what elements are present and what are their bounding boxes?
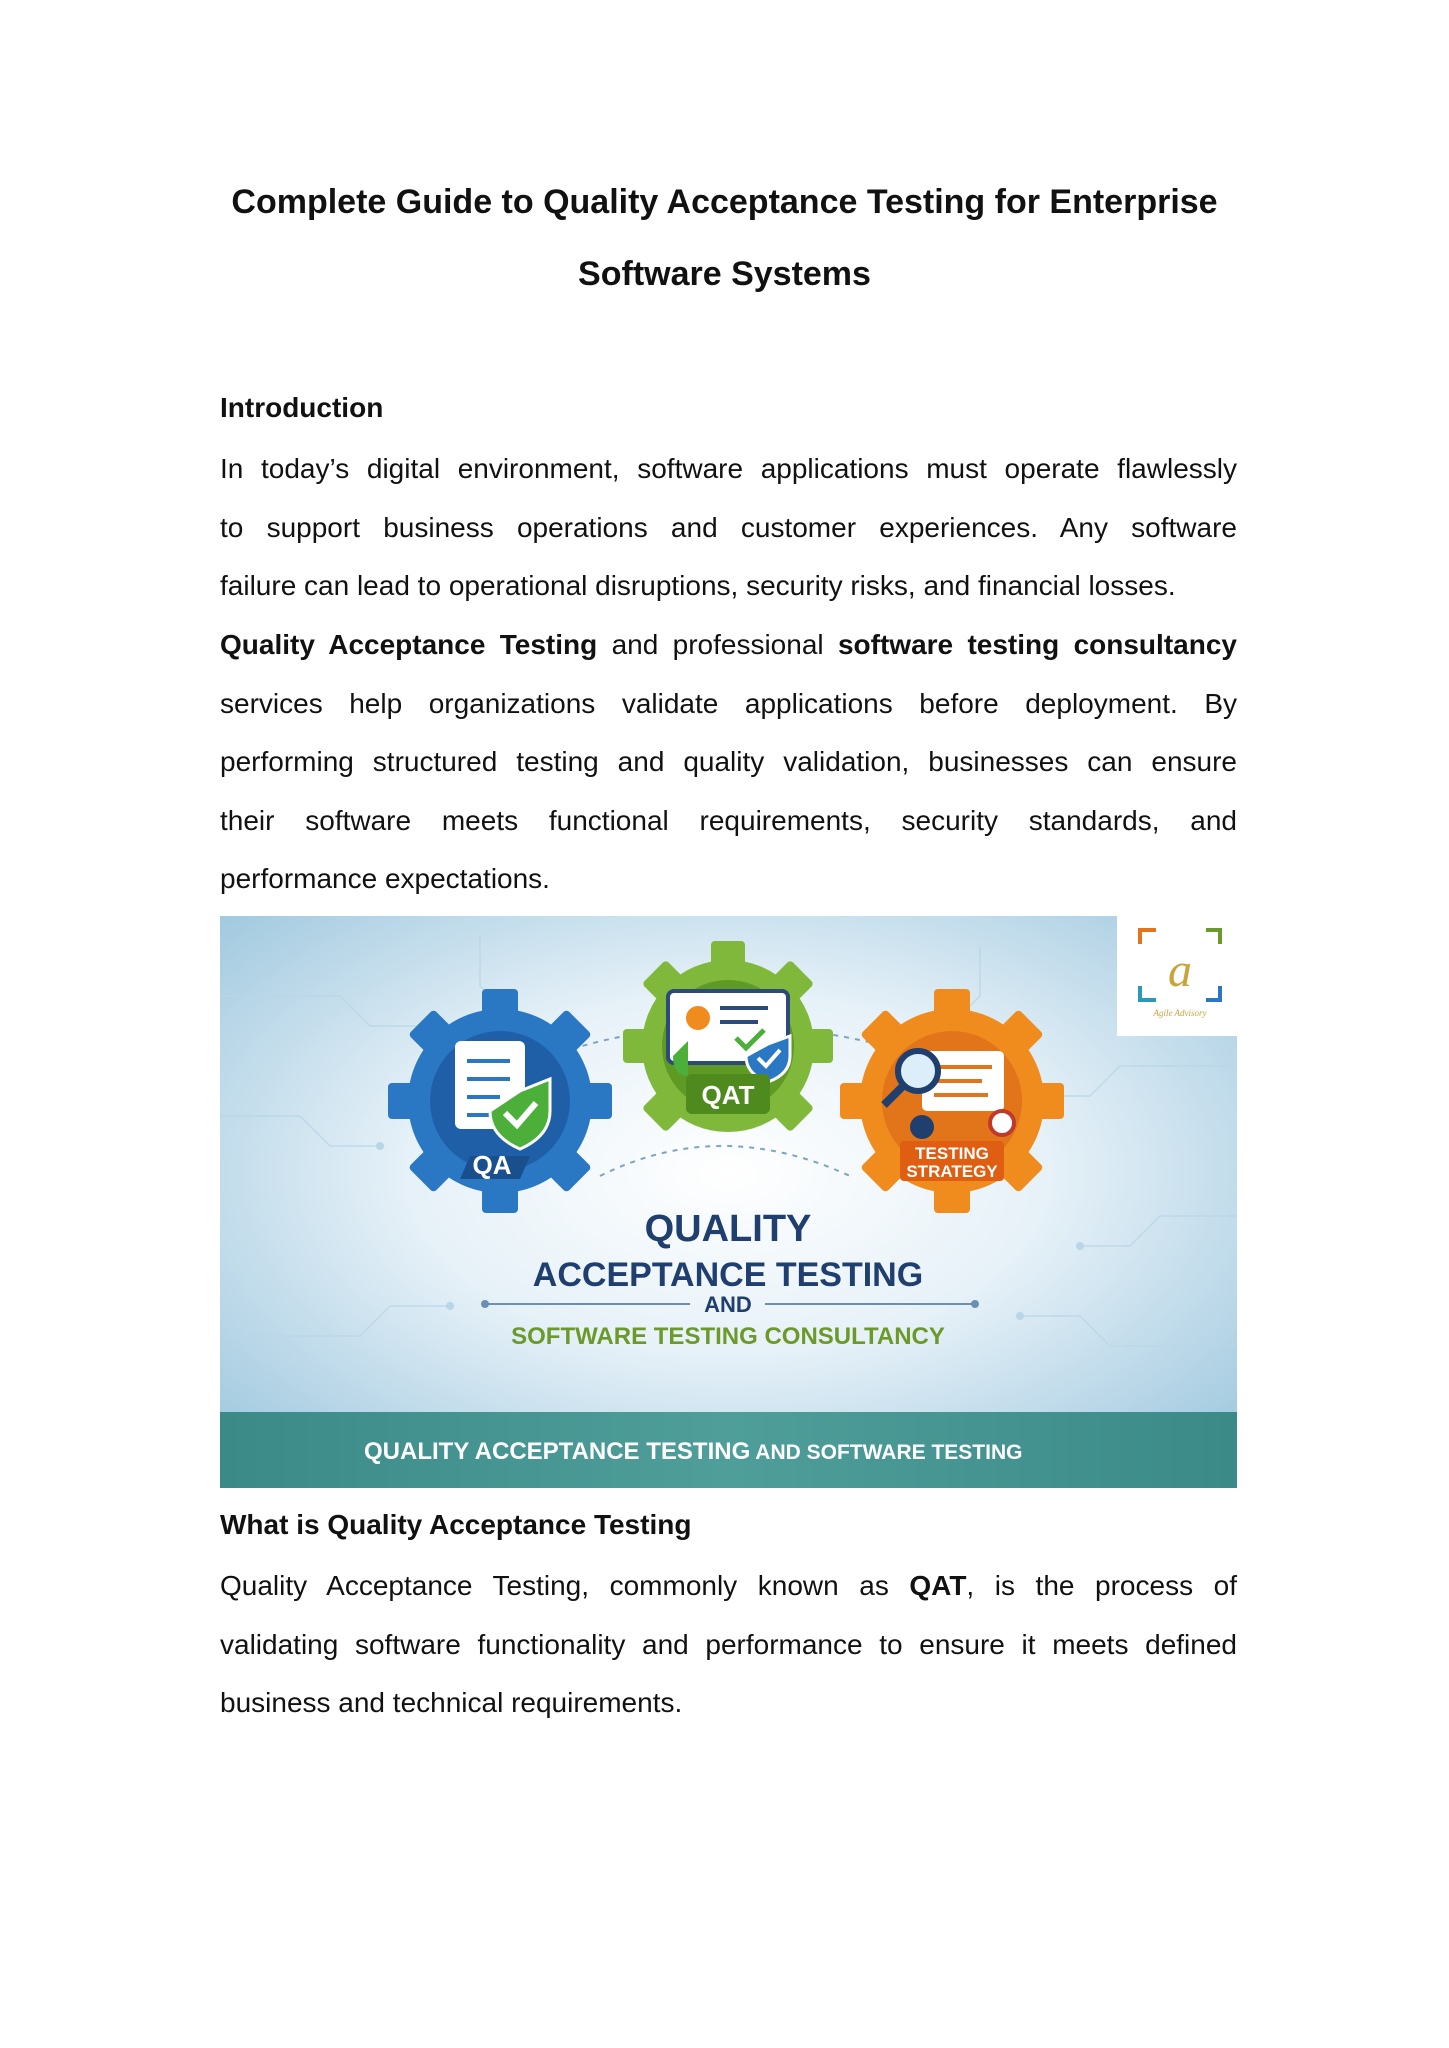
qat-term: QAT xyxy=(909,1570,967,1601)
qat-line1-pre: Quality Acceptance Testing, commonly known as xyxy=(220,1570,910,1601)
introduction-heading: Introduction xyxy=(220,392,384,423)
intro-p2-line: services help organizations validate applications before deployment. By xyxy=(220,687,1237,719)
qa-gear-label: QA xyxy=(472,1150,512,1180)
qat-gear-label: QAT xyxy=(701,1080,755,1110)
testing-strategy-gear-icon xyxy=(840,989,1064,1213)
intro-p2-line: their software meets functional requirements, security standards, and xyxy=(220,804,1237,836)
qat-line1-post: , is the process of xyxy=(966,1570,1237,1601)
hero-headline-consultancy: SOFTWARE TESTING CONSULTANCY xyxy=(511,1323,945,1350)
hero-footer-bold: QUALITY ACCEPTANCE TESTING xyxy=(364,1438,751,1465)
hero-headline-acceptance: ACCEPTANCE TESTING xyxy=(532,1256,924,1294)
page-title xyxy=(200,166,1249,310)
intro-paragraph-1 xyxy=(220,440,1237,616)
testing-label-line-2: STRATEGY xyxy=(906,1162,998,1181)
hero-headline-and: AND xyxy=(704,1292,752,1317)
qa-gear-icon xyxy=(388,989,612,1213)
qat-p-line: validating software functionality and performance to ensure it meets defined xyxy=(220,1628,1237,1660)
hero-footer-rest: AND SOFTWARE TESTING xyxy=(750,1441,1023,1464)
intro-paragraph-2 xyxy=(220,616,1237,909)
intro-p1-line: In today’s digital environment, software applications must operate flawlessly xyxy=(220,453,1237,484)
intro-p1-line: to support business operations and customer experiences. Any software xyxy=(220,511,1237,543)
qat-p-line xyxy=(220,1557,1237,1616)
testing-label-line-1: TESTING xyxy=(915,1144,989,1163)
hero-headline-quality: QUALITY xyxy=(644,1208,812,1250)
what-is-qat-heading: What is Quality Acceptance Testing xyxy=(220,1509,692,1540)
title-line-2: Software Systems xyxy=(578,255,871,293)
intro-p2-line: performance expectations. xyxy=(220,863,550,894)
hero-illustration xyxy=(220,916,1237,1488)
logo-caption: Agile Advisory xyxy=(1153,1008,1207,1018)
intro-p1-line: failure can lead to operational disruptions, security risks, and financial losses. xyxy=(220,570,1176,601)
agile-advisory-logo xyxy=(1117,916,1237,1036)
qat-paragraph xyxy=(220,1557,1237,1733)
hero-footer-text xyxy=(364,1438,1022,1465)
qat-p-line: business and technical requirements. xyxy=(220,1687,683,1718)
intro-p2-line: performing structured testing and quality validation, businesses can ensure xyxy=(220,746,1237,777)
logo-letter: a xyxy=(1168,944,1192,997)
quality-acceptance-testing-term: Quality Acceptance Testing xyxy=(220,629,598,660)
title-line-1: Complete Guide to Quality Acceptance Testing for Enterprise xyxy=(231,183,1218,221)
intro-p2-connector: and professional xyxy=(597,629,838,660)
software-testing-consultancy-term: software testing consultancy xyxy=(837,629,1237,660)
intro-p2-line xyxy=(220,616,1237,675)
